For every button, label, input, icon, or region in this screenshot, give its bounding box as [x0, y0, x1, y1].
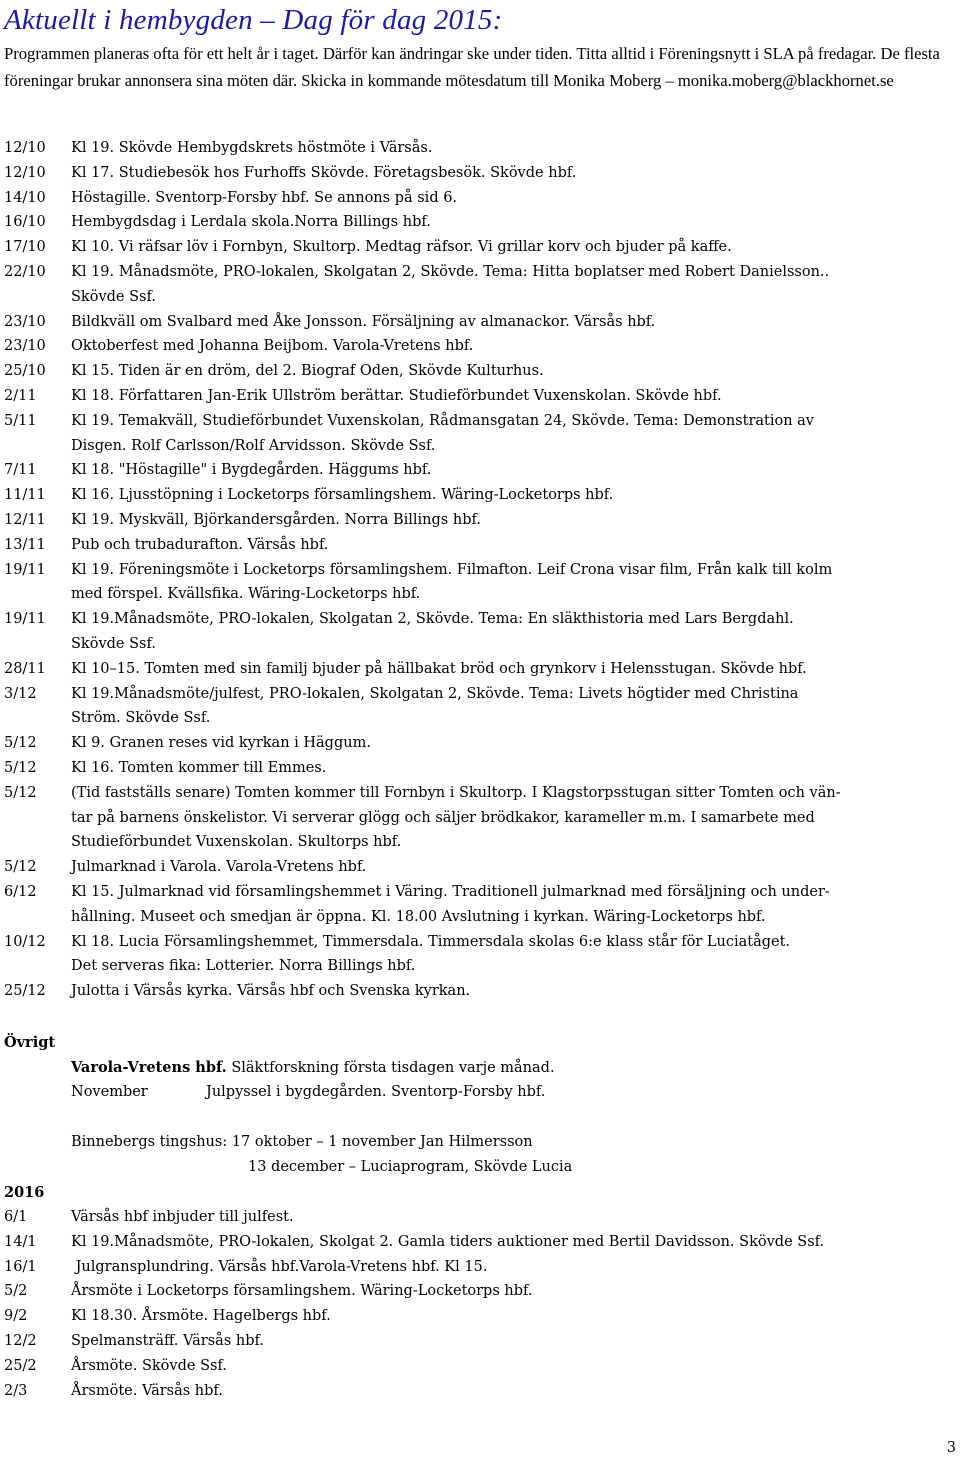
event-text: Oktoberfest med Johanna Beijbom. Varola-Vretens hbf.: [71, 338, 474, 355]
event-date: 25/10: [4, 363, 46, 380]
ovrigt-line-2-text: Julpyssel i bygdegården. Sventorp-Forsby hbf.: [206, 1084, 546, 1100]
event-date: 28/11: [4, 660, 46, 677]
event-text: Ström. Skövde Ssf.: [71, 710, 211, 727]
ovrigt-line-1: [71, 1059, 555, 1076]
event-date: 25/2: [4, 1357, 37, 1374]
event-date: 14/10: [4, 189, 46, 206]
event-date: 11/11: [4, 487, 46, 504]
event-text: Kl 16. Ljusstöpning i Locketorps församlingshem. Wäring-Locketorps hbf.: [71, 487, 614, 504]
event-text: med förspel. Kvällsfika. Wäring-Locketorps hbf.: [71, 586, 421, 603]
event-text: Kl 19. Skövde Hembygdskrets höstmöte i Värsås.: [71, 140, 433, 156]
event-text: Årsmöte i Locketorps församlingshem. Wäring-Locketorps hbf.: [71, 1283, 533, 1300]
event-text: Värsås hbf inbjuder till julfest.: [71, 1209, 294, 1225]
event-date: 5/12: [4, 784, 37, 801]
page-title: Aktuellt i hembygden – Dag för dag 2015:: [4, 4, 503, 36]
event-date: 7/11: [4, 462, 37, 479]
event-text: Disgen. Rolf Carlsson/Rolf Arvidsson. Skövde Ssf.: [71, 437, 436, 454]
event-text: Kl 16. Tomten kommer till Emmes.: [71, 760, 327, 776]
event-text: Skövde Ssf.: [71, 288, 156, 305]
event-date: 12/10: [4, 140, 46, 156]
event-date: 5/12: [4, 859, 37, 876]
event-date: 12/2: [4, 1333, 37, 1349]
ovrigt-heading: Övrigt: [4, 1034, 56, 1051]
event-text: Kl 19. Föreningsmöte i Locketorps församlingshem. Filmafton. Leif Crona visar film, Från kalk till kolm: [71, 561, 833, 578]
event-text: Kl 15. Tiden är en dröm, del 2. Biograf Oden, Skövde Kulturhus.: [71, 363, 544, 380]
event-text: Kl 18. Lucia Församlingshemmet, Timmersdala. Timmersdala skolas 6:e klass står för Luciatåget.: [71, 933, 791, 950]
event-date: 2/3: [4, 1382, 28, 1399]
event-date: 22/10: [4, 264, 46, 280]
event-date: 23/10: [4, 313, 46, 330]
event-text: Hembygdsdag i Lerdala skola.Norra Billings hbf.: [71, 214, 431, 231]
event-text: Bildkväll om Svalbard med Åke Jonsson. Försäljning av almanackor. Värsås hbf.: [71, 313, 656, 330]
event-date: 12/11: [4, 512, 46, 528]
event-text: Kl 15. Julmarknad vid församlingshemmet i Väring. Traditionell julmarknad med försäljning och under-: [71, 884, 830, 900]
year-2016-heading: 2016: [4, 1184, 45, 1201]
event-date: 25/12: [4, 983, 46, 1000]
event-text: Årsmöte. Skövde Ssf.: [71, 1357, 227, 1374]
ovrigt-line-2-label: November: [71, 1084, 148, 1100]
event-date: 13/11: [4, 536, 46, 553]
event-date: 17/10: [4, 239, 46, 256]
event-text: Kl 19. Temakväll, Studieförbundet Vuxenskolan, Rådmansgatan 24, Skövde. Tema: Demonstration av: [71, 412, 814, 429]
event-text: Kl 9. Granen reses vid kyrkan i Häggum.: [71, 735, 371, 752]
event-date: 16/1: [4, 1258, 37, 1275]
event-date: 19/11: [4, 561, 46, 578]
event-text: (Tid fastställs senare) Tomten kommer till Fornbyn i Skultorp. I Klagstorpsstugan sitter Tomten och vän-: [71, 784, 841, 801]
event-text: Kl 17. Studiebesök hos Furhoffs Skövde. Företagsbesök. Skövde hbf.: [71, 164, 577, 181]
tingshus-line-2: 13 december – Luciaprogram, Skövde Lucia: [248, 1159, 573, 1175]
event-text: Kl 19.Månadsmöte, PRO-lokalen, Skolgatan 2, Skövde. Tema: En släkthistoria med Lars Bergdahl.: [71, 611, 794, 628]
event-text: Årsmöte. Värsås hbf.: [71, 1382, 223, 1399]
event-date: 23/10: [4, 338, 46, 355]
event-text: Det serveras fika: Lotterier. Norra Billings hbf.: [71, 958, 416, 975]
ovrigt-line-1-text: Släktforskning första tisdagen varje månad.: [226, 1060, 555, 1076]
event-date: 2/11: [4, 388, 37, 404]
intro-paragraph: Programmen planeras ofta för ett helt år i taget. Därför kan ändringar ske under tiden. Titta alltid i Föreningsnytt i SLA på fredagar. De flesta föreningar brukar annonsera sina möten där. Skicka in kommande mötesdatum till Monika Moberg – monika.moberg@blackhornet.se: [4, 44, 940, 90]
event-text: Kl 10. Vi räfsar löv i Fornbyn, Skultorp. Medtag räfsor. Vi grillar korv och bjuder på kaffe.: [71, 239, 732, 256]
event-text: Höstagille. Sventorp-Forsby hbf. Se annons på sid 6.: [71, 189, 458, 206]
event-date: 5/11: [4, 412, 37, 429]
event-date: 9/2: [4, 1308, 28, 1325]
event-text: Spelmansträff. Värsås hbf.: [71, 1333, 264, 1349]
event-text: Studieförbundet Vuxenskolan. Skultorps hbf.: [71, 834, 402, 851]
event-text: Kl 19. Myskväll, Björkandersgården. Norra Billings hbf.: [71, 512, 481, 528]
event-date: 3/12: [4, 685, 37, 702]
event-text: Pub och trubadurafton. Värsås hbf.: [71, 536, 329, 553]
ovrigt-line-1-org: Varola-Vretens hbf.: [71, 1059, 227, 1076]
event-date: 16/10: [4, 214, 46, 231]
event-text: tar på barnens önskelistor. Vi serverar glögg och säljer brödkakor, karameller m.m. I samarbete med: [71, 809, 815, 826]
event-text: Julotta i Värsås kyrka. Värsås hbf och Svenska kyrkan.: [71, 983, 471, 1000]
event-text: hållning. Museet och smedjan är öppna. Kl. 18.00 Avslutning i kyrkan. Wäring-Locketorps hbf.: [71, 908, 766, 925]
tingshus-line-1: Binnebergs tingshus: 17 oktober – 1 november Jan Hilmersson: [71, 1134, 533, 1150]
event-text: Kl 18. Författaren Jan-Erik Ullström berättar. Studieförbundet Vuxenskolan. Skövde hbf.: [71, 388, 722, 404]
event-date: 19/11: [4, 611, 46, 628]
event-text: Kl 19. Månadsmöte, PRO-lokalen, Skolgatan 2, Skövde. Tema: Hitta boplatser med Robert Danielsson..: [71, 264, 830, 280]
event-text: Kl 18.30. Årsmöte. Hagelbergs hbf.: [71, 1308, 331, 1325]
event-date: 5/12: [4, 760, 37, 776]
event-date: 5/2: [4, 1283, 28, 1300]
event-date: 6/1: [4, 1209, 28, 1225]
event-date: 14/1: [4, 1233, 37, 1250]
event-text: Skövde Ssf.: [71, 635, 156, 652]
event-date: 6/12: [4, 884, 37, 900]
page-number: 3: [946, 1440, 956, 1456]
event-text: Kl 19.Månadsmöte/julfest, PRO-lokalen, Skolgatan 2, Skövde. Tema: Livets högtider med Christina: [71, 685, 799, 702]
event-text: Julgransplundring. Värsås hbf.Varola-Vretens hbf. Kl 15.: [71, 1258, 488, 1275]
event-text: Kl 10–15. Tomten med sin familj bjuder på hällbakat bröd och grynkorv i Helensstugan. Skövde hbf.: [71, 660, 807, 677]
event-date: 5/12: [4, 735, 37, 752]
event-date: 10/12: [4, 933, 46, 950]
event-text: Julmarknad i Varola. Varola-Vretens hbf.: [71, 859, 367, 876]
event-text: Kl 19.Månadsmöte, PRO-lokalen, Skolgat 2. Gamla tiders auktioner med Bertil Davidsson. Skövde Ssf.: [71, 1233, 825, 1250]
event-date: 12/10: [4, 164, 46, 181]
event-text: Kl 18. "Höstagille" i Bygdegården. Häggums hbf.: [71, 462, 432, 479]
